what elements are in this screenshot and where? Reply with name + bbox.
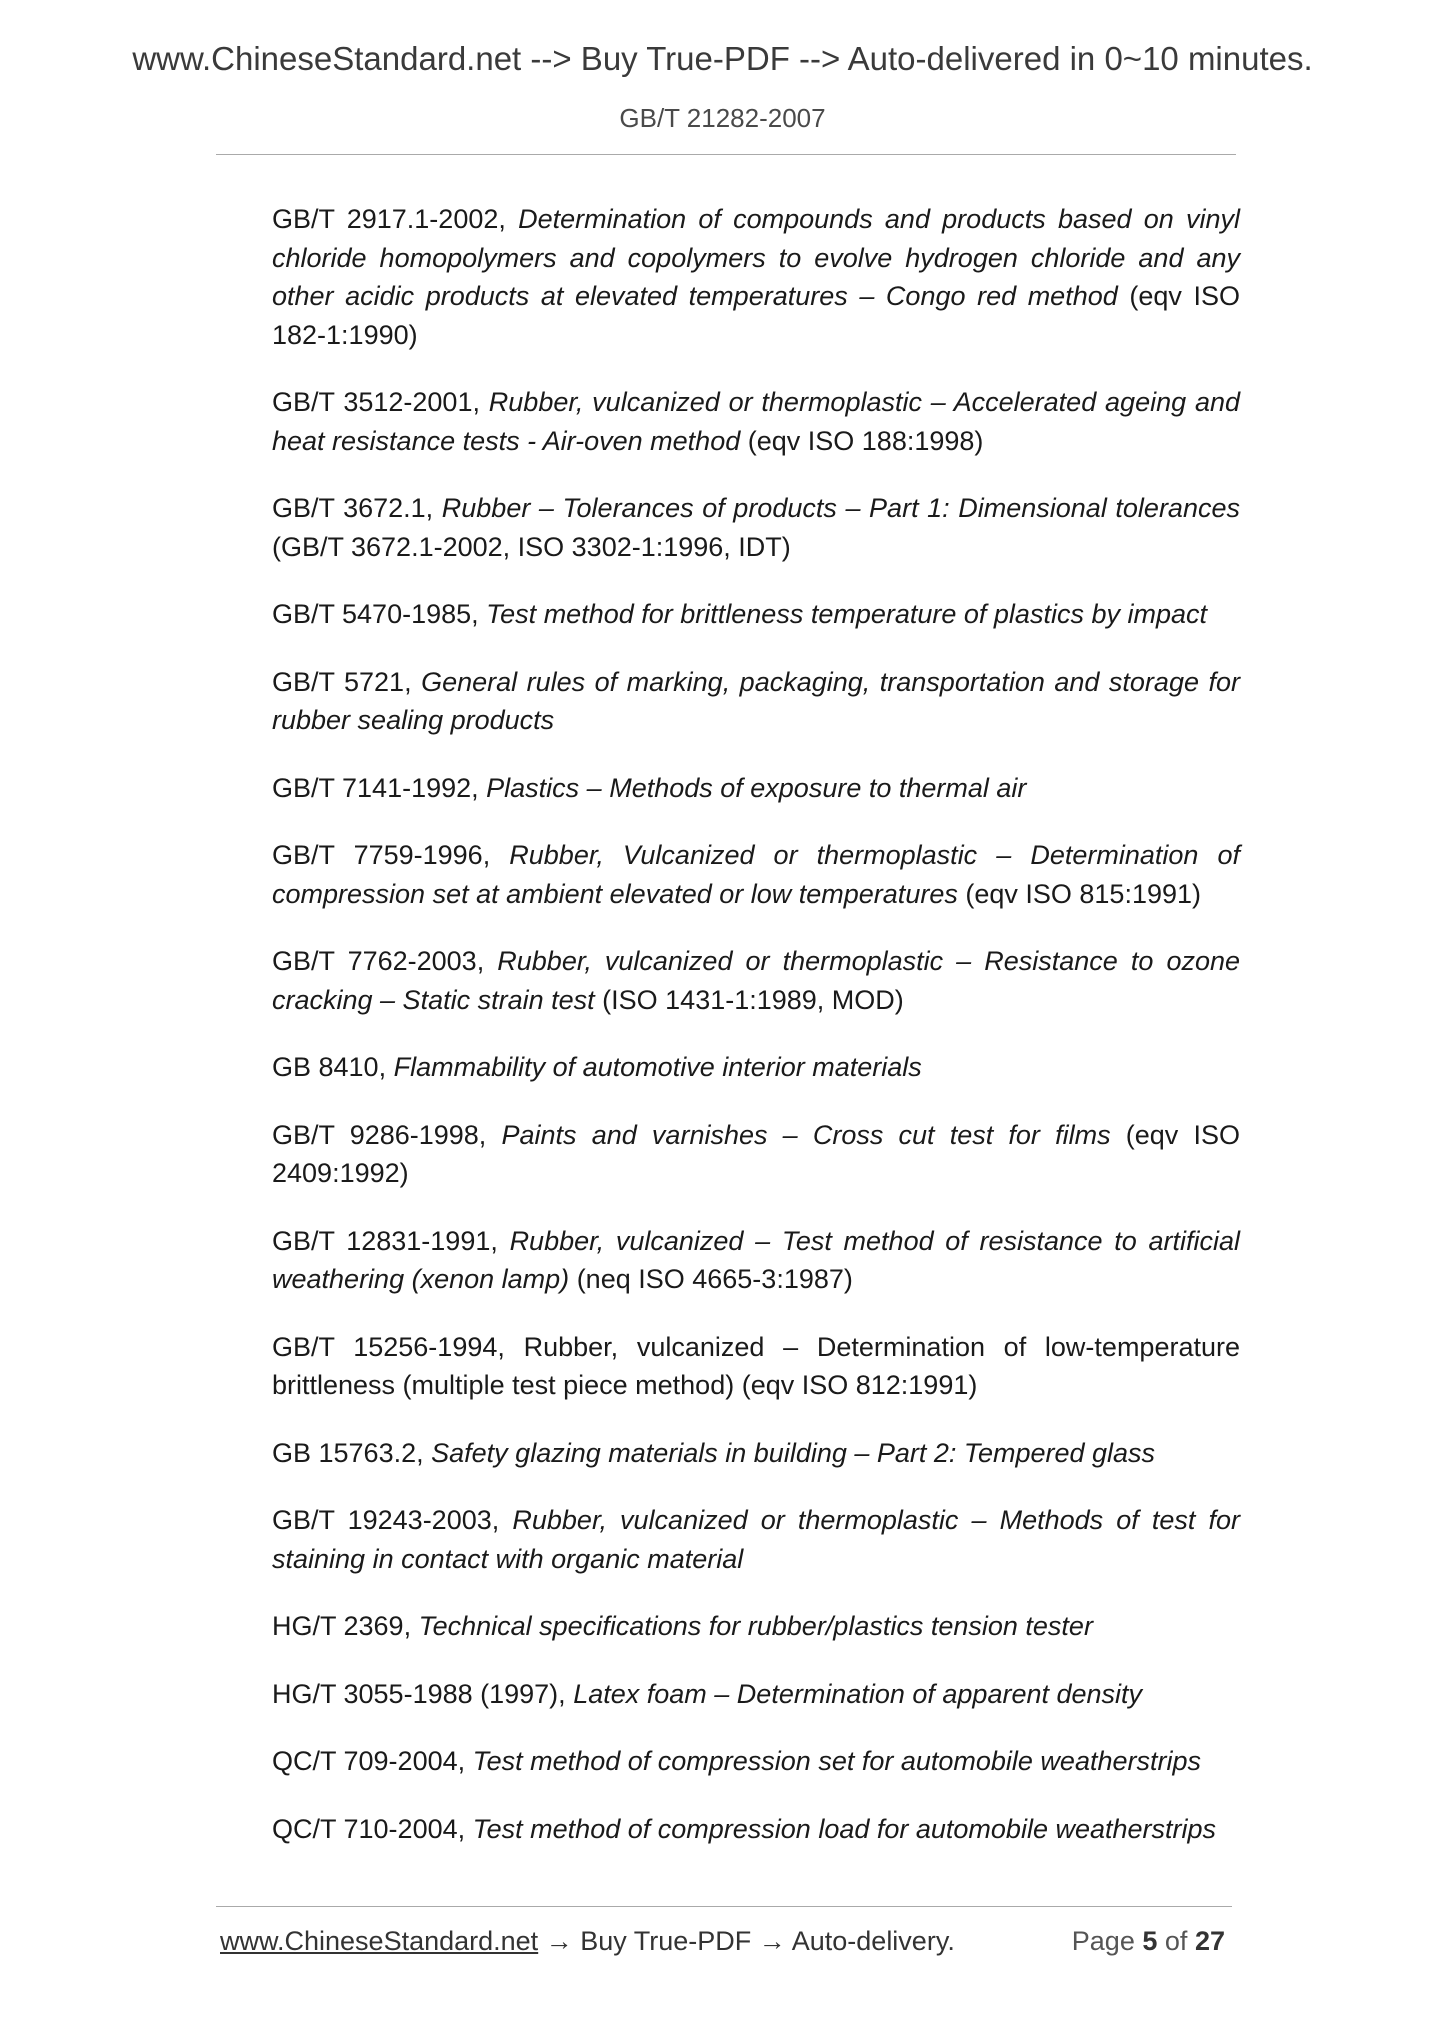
reference-code: GB/T 7141-1992,	[272, 772, 479, 803]
reference-item	[272, 1222, 1240, 1299]
reference-code: GB/T 3672.1,	[272, 493, 434, 523]
reference-item	[272, 1742, 1240, 1781]
reference-code: GB 15763.2,	[272, 1437, 424, 1468]
reference-title: Test method of compression load for automobile weatherstrips	[472, 1813, 1217, 1844]
reference-title: Rubber – Tolerances of products – Part 1: Dimensional tolerances	[441, 493, 1240, 523]
site-link[interactable]: www.ChineseStandard.net	[220, 1926, 539, 1956]
reference-title: Plastics – Methods of exposure to thermal air	[486, 772, 1027, 803]
reference-item	[272, 1607, 1240, 1646]
reference-note: (eqv ISO 815:1991)	[965, 878, 1202, 909]
reference-item	[272, 769, 1240, 808]
reference-item	[272, 595, 1240, 634]
reference-code: GB/T 2917.1-2002,	[272, 204, 506, 234]
footer-navigation	[220, 1926, 955, 1957]
reference-title: Rubber, vulcanized or thermoplastic – Methods of test for staining in contact with organic material	[272, 1505, 1240, 1574]
reference-title: Test method for brittleness temperature of plastics by impact	[486, 599, 1207, 629]
reference-code: GB/T 5721,	[272, 666, 412, 697]
reference-note: (neq ISO 4665-3:1987)	[576, 1264, 853, 1294]
document-code: GB/T 21282-2007	[619, 103, 826, 133]
reference-item	[272, 1434, 1240, 1473]
reference-code: QC/T 709-2004,	[272, 1746, 466, 1776]
reference-code: GB/T 12831-1991,	[272, 1225, 498, 1256]
reference-note: (eqv ISO 182-1:1990)	[272, 281, 1240, 350]
reference-code: HG/T 2369,	[272, 1611, 412, 1641]
reference-code: GB/T 15256-1994,	[272, 1331, 505, 1362]
header-divider	[216, 154, 1236, 155]
page-number: 5	[1142, 1926, 1158, 1956]
reference-title: Latex foam – Determination of apparent density	[573, 1678, 1143, 1709]
reference-title: Rubber, Vulcanized or thermoplastic – Determination of compression set at ambient elevated or low temperatures	[272, 840, 1240, 909]
site-banner: www.ChineseStandard.net --> Buy True-PDF --> Auto-delivered in 0~10 minutes.	[132, 40, 1313, 77]
reference-code: GB/T 5470-1985,	[272, 599, 479, 629]
reference-item	[272, 1675, 1240, 1714]
reference-code: GB/T 3512-2001,	[272, 387, 480, 417]
reference-code: GB/T 7762-2003,	[272, 946, 485, 976]
reference-item	[272, 1810, 1240, 1849]
reference-item	[272, 489, 1240, 566]
reference-item	[272, 200, 1240, 354]
reference-code: GB/T 9286-1998,	[272, 1119, 487, 1150]
page-label: Page	[1071, 1926, 1135, 1956]
footer-divider	[216, 1906, 1232, 1907]
reference-title: Paints and varnishes – Cross cut test for films	[501, 1119, 1111, 1150]
reference-item	[272, 1328, 1240, 1405]
reference-item	[272, 1501, 1240, 1578]
reference-item	[272, 1048, 1240, 1087]
reference-title: Test method of compression set for automobile weatherstrips	[472, 1746, 1201, 1776]
reference-title: Rubber, vulcanized – Test method of resistance to artificial weathering (xenon lamp)	[272, 1225, 1240, 1294]
reference-code: GB/T 7759-1996,	[272, 840, 491, 870]
reference-title: Rubber, vulcanized or thermoplastic – Resistance to ozone cracking – Static strain test	[272, 946, 1241, 1015]
reference-title: Safety glazing materials in building – Part 2: Tempered glass	[431, 1437, 1156, 1468]
normative-references-list	[272, 200, 1240, 1877]
reference-title: Flammability of automotive interior materials	[393, 1052, 922, 1082]
reference-code: QC/T 710-2004,	[272, 1813, 466, 1844]
reference-item	[272, 383, 1240, 460]
reference-note: (ISO 1431-1:1989, MOD)	[602, 984, 904, 1015]
reference-note: (eqv ISO 2409:1992)	[272, 1119, 1240, 1188]
reference-item	[272, 663, 1240, 740]
reference-note: (GB/T 3672.1-2002, ISO 3302-1:1996, IDT)	[272, 531, 791, 562]
reference-title: Rubber, vulcanized or thermoplastic – Accelerated ageing and heat resistance tests - Air-oven method	[272, 387, 1240, 456]
reference-code: HG/T 3055-1988 (1997),	[272, 1678, 566, 1709]
reference-note: Rubber, vulcanized – Determination of low-temperature brittleness (multiple test piece method) (eqv ISO 812:1991)	[272, 1331, 1240, 1400]
page-indicator	[1072, 1926, 1225, 1957]
total-pages: 27	[1194, 1926, 1225, 1956]
reference-title: General rules of marking, packaging, transportation and storage for rubber sealing products	[272, 666, 1240, 735]
reference-item	[272, 942, 1240, 1019]
footer-nav-text: → Buy True-PDF → Auto-delivery.	[538, 1926, 955, 1956]
reference-code: GB/T 19243-2003,	[272, 1505, 500, 1535]
reference-code: GB 8410,	[272, 1052, 387, 1082]
reference-title: Determination of compounds and products based on vinyl chloride homopolymers and copolymers to evolve hydrogen chloride and any other acidic products at elevated temperatures – Congo red method	[272, 204, 1240, 311]
of-label: of	[1164, 1926, 1188, 1956]
reference-item	[272, 1116, 1240, 1193]
reference-note: (eqv ISO 188:1998)	[747, 425, 984, 456]
reference-item	[272, 836, 1240, 913]
reference-title: Technical specifications for rubber/plastics tension tester	[418, 1611, 1093, 1641]
